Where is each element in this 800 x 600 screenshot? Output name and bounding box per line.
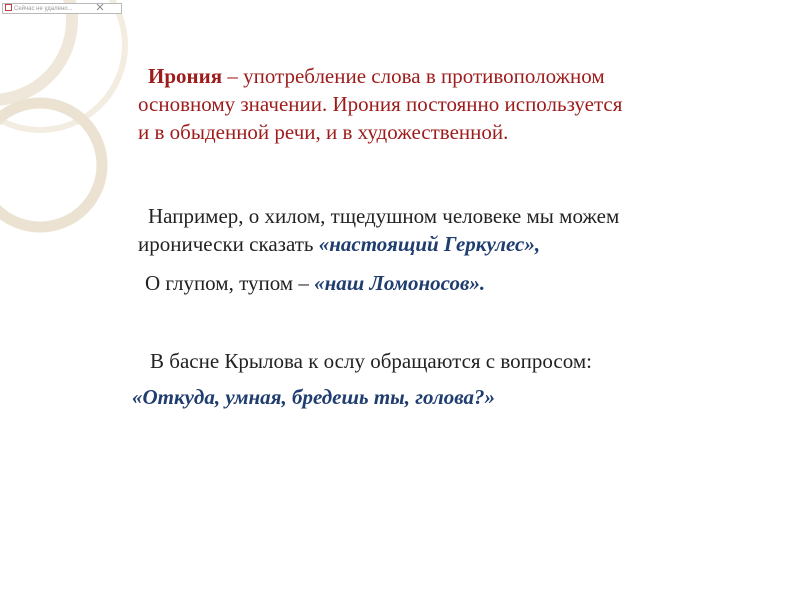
ring-bottom [0,103,102,227]
para1-line1-rest: – употребление слова в противоположном [222,64,605,88]
para2-line1: Например, о хилом, тщедушном человеке мы можем [148,204,620,228]
popup-text: Сейчас не удалено... [14,6,73,12]
para2-line2 [138,232,540,257]
para1-line1 [148,64,605,89]
term-irony: Ирония [148,64,223,88]
para2-line2-plain: иронически сказать [138,232,319,256]
quote-hercules: «настоящий Геркулес», [318,232,541,256]
para2-line3-plain: О глупом, тупом – [145,271,315,295]
para1-line2: основному значении. Ирония постоянно используется [138,92,623,116]
para2-line3 [145,271,485,296]
ring-top [0,0,72,100]
para1-line3: и в обыденной речи, и в художественной. [138,120,509,144]
notification-popup[interactable] [2,3,122,14]
warning-icon [5,4,12,11]
para3-line1: В басне Крылова к ослу обращаются с вопросом: [150,349,592,373]
decorative-rings [0,0,140,280]
close-icon[interactable] [96,3,104,11]
quote-lomonosov: «наш Ломоносов». [314,271,486,295]
krylov-quote: «Откуда, умная, бредешь ты, голова?» [132,385,495,409]
